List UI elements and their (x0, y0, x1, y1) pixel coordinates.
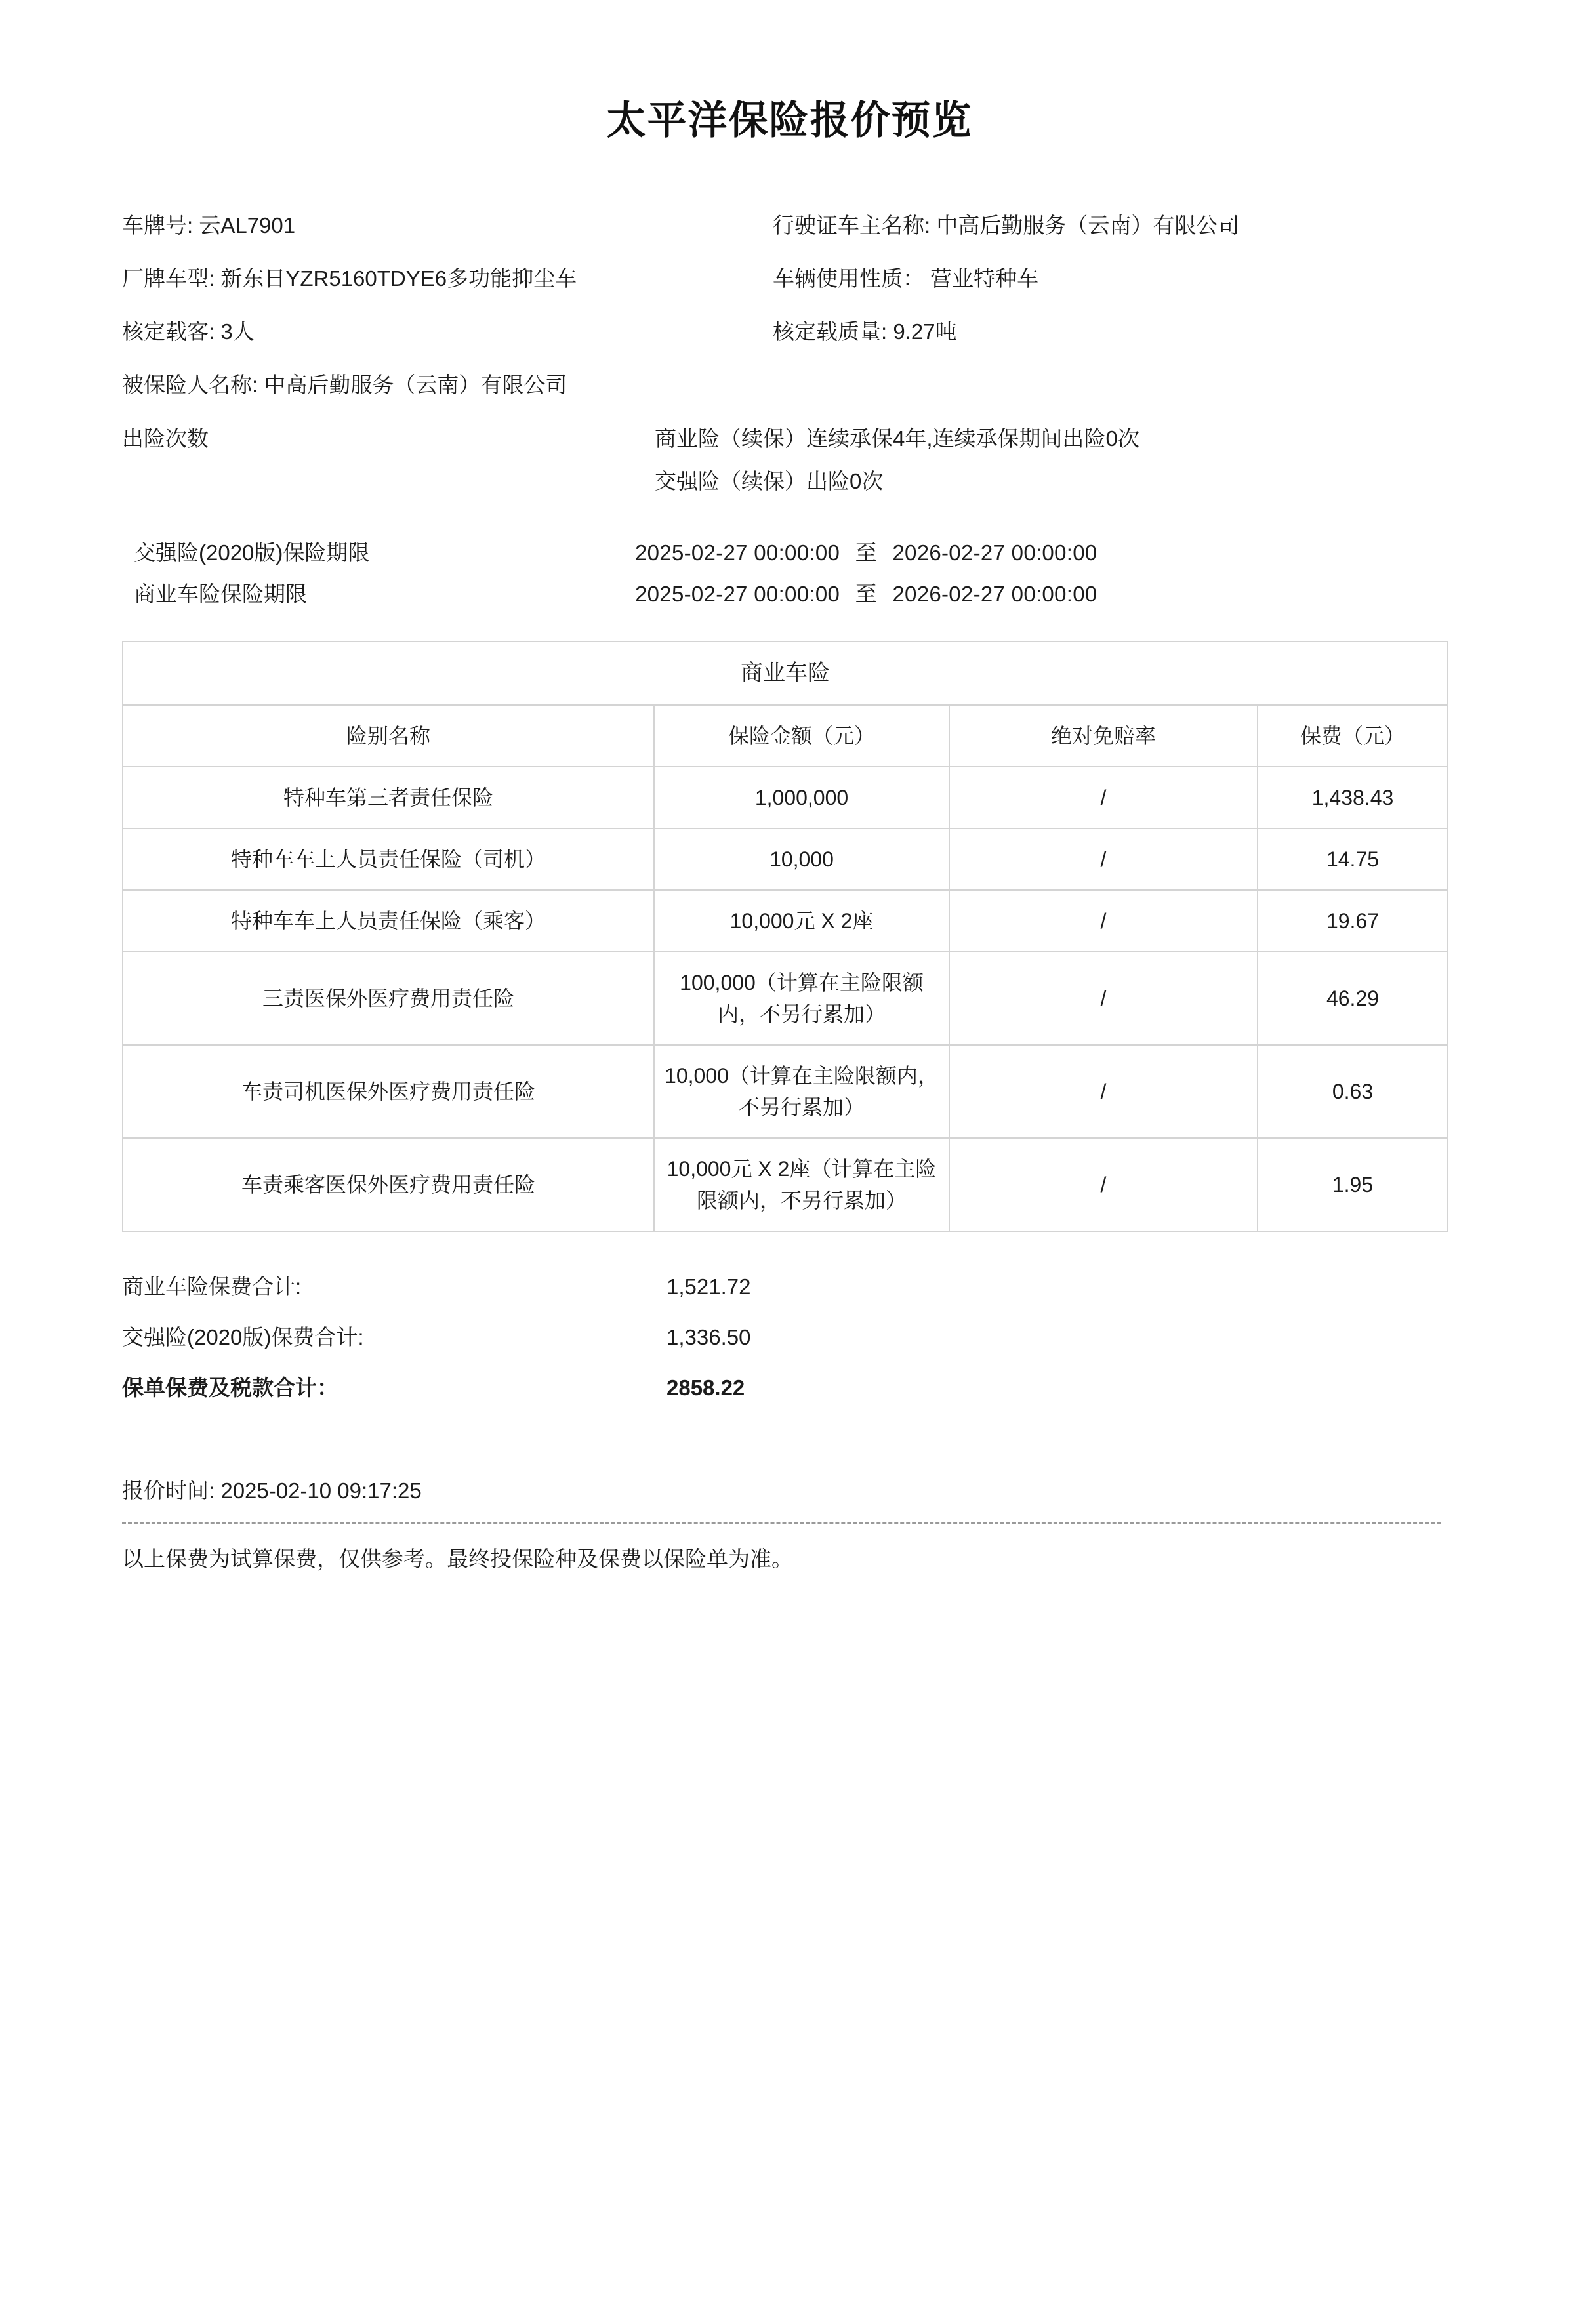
table-row (123, 890, 1448, 952)
info-row-plate-owner (110, 209, 1469, 242)
claims-values (655, 422, 1469, 507)
table-header-row (123, 705, 1448, 767)
period-label-compulsory: 交强险(2020版)保险期限 (134, 540, 370, 565)
plate-field (110, 209, 773, 242)
header-premium: 保费（元） (1258, 705, 1448, 767)
cell-coverage-name: 车责司机医保外医疗费用责任险 (123, 1045, 654, 1138)
cell-insured-amount: 10,000元 X 2座（计算在主险限额内，不另行累加） (654, 1138, 949, 1231)
period-separator-compulsory: 至 (855, 540, 877, 565)
total-label-compulsory: 交强险(2020版)保费合计: (122, 1325, 364, 1350)
table-row (123, 952, 1448, 1045)
total-row-commercial (122, 1270, 1469, 1301)
cell-insured-amount: 10,000元 X 2座 (654, 890, 949, 952)
claims-line-compulsory: 交强险（续保）出险0次 (655, 468, 884, 493)
cell-premium: 14.75 (1258, 828, 1448, 890)
cell-insured-amount: 10,000（计算在主险限额内，不另行累加） (654, 1045, 949, 1138)
cell-insured-amount: 100,000（计算在主险限额内，不另行累加） (654, 952, 949, 1045)
table-caption: 商业车险 (123, 642, 1448, 705)
cell-insured-amount: 10,000 (654, 828, 949, 890)
header-deductible-rate: 绝对免赔率 (949, 705, 1258, 767)
header-coverage-name: 险别名称 (123, 705, 654, 767)
cell-deductible-rate: / (949, 1045, 1258, 1138)
insured-field (110, 368, 567, 401)
cell-deductible-rate: / (949, 1138, 1258, 1231)
vehicle-info-block (110, 209, 1469, 611)
cell-premium: 19.67 (1258, 890, 1448, 952)
plate-label: 车牌号: (122, 213, 194, 237)
owner-value: 中高后勤服务（云南）有限公司 (936, 213, 1240, 237)
model-label: 厂牌车型: (122, 266, 215, 291)
insured-label: 被保险人名称: (122, 373, 258, 398)
claims-label: 出险次数 (122, 426, 209, 451)
owner-label: 行驶证车主名称: (773, 213, 931, 237)
total-value-grand: 2858.22 (666, 1376, 745, 1400)
cell-deductible-rate: / (949, 952, 1258, 1045)
total-row-grand (122, 1371, 1469, 1402)
quote-time: 报价时间: 2025-02-10 09:17:25 (122, 1478, 422, 1503)
cell-deductible-rate: / (949, 890, 1258, 952)
claims-history-row (110, 422, 1469, 507)
disclaimer-text: 以上保费为试算保费，仅供参考。最终投保险种及保费以保险单为准。 (122, 1547, 793, 1572)
plate-value: 云AL7901 (199, 213, 296, 237)
period-value-commercial (635, 577, 1469, 611)
footer-block (122, 1474, 1469, 1573)
cell-coverage-name: 三责医保外医疗费用责任险 (123, 952, 654, 1045)
table-row (123, 828, 1448, 890)
info-row-model-usage (110, 262, 1469, 295)
cell-coverage-name: 车责乘客医保外医疗费用责任险 (123, 1138, 654, 1231)
owner-field (773, 209, 1469, 242)
total-value-compulsory: 1,336.50 (666, 1325, 751, 1350)
table-row (123, 1045, 1448, 1138)
cell-premium: 0.63 (1258, 1045, 1448, 1138)
total-label-grand: 保单保费及税款合计： (122, 1376, 338, 1400)
cell-deductible-rate: / (949, 828, 1258, 890)
usage-label: 车辆使用性质： (773, 266, 924, 291)
period-end-compulsory: 2026-02-27 00:00:00 (892, 540, 1097, 565)
period-start-compulsory: 2025-02-27 00:00:00 (635, 540, 840, 565)
info-row-seats-load (110, 315, 1469, 348)
period-row-commercial (110, 577, 1469, 611)
seats-field (110, 315, 773, 348)
usage-field (773, 262, 1469, 295)
insured-value: 中高后勤服务（云南）有限公司 (264, 373, 567, 398)
period-label-commercial: 商业车险保险期限 (134, 581, 307, 606)
cell-deductible-rate: / (949, 767, 1258, 828)
model-value: 新东日YZR5160TDYE6多功能抑尘车 (220, 266, 577, 291)
total-label-commercial: 商业车险保费合计: (122, 1274, 302, 1299)
cell-premium: 1.95 (1258, 1138, 1448, 1231)
cell-coverage-name: 特种车车上人员责任保险（司机） (123, 828, 654, 890)
period-end-commercial: 2026-02-27 00:00:00 (892, 581, 1097, 606)
period-value-compulsory (635, 536, 1469, 569)
load-value: 9.27吨 (893, 319, 957, 344)
page-title: 太平洋保险报价预览 (606, 98, 973, 142)
period-row-compulsory (110, 536, 1469, 569)
cell-coverage-name: 特种车车上人员责任保险（乘客） (123, 890, 654, 952)
table-row (123, 767, 1448, 828)
cell-insured-amount: 1,000,000 (654, 767, 949, 828)
table-row (123, 1138, 1448, 1231)
load-field (773, 315, 1469, 348)
cell-premium: 46.29 (1258, 952, 1448, 1045)
total-row-compulsory (122, 1320, 1469, 1351)
total-value-commercial: 1,521.72 (666, 1274, 751, 1299)
table-caption-row (123, 642, 1448, 705)
seats-value: 3人 (220, 319, 255, 344)
info-row-insured (110, 368, 1469, 401)
coverage-table (122, 641, 1448, 1232)
cell-coverage-name: 特种车第三者责任保险 (123, 767, 654, 828)
header-insured-amount: 保险金额（元） (654, 705, 949, 767)
period-separator-commercial: 至 (855, 581, 877, 606)
divider (122, 1522, 1441, 1524)
load-label: 核定载质量: (773, 319, 888, 344)
claims-line-commercial: 商业险（续保）连续承保4年,连续承保期间出险0次 (655, 426, 1139, 451)
period-start-commercial: 2025-02-27 00:00:00 (635, 581, 840, 606)
seats-label: 核定载客: (122, 319, 215, 344)
cell-premium: 1,438.43 (1258, 767, 1448, 828)
model-field (110, 262, 773, 295)
totals-block (122, 1270, 1469, 1402)
usage-value: 营业特种车 (930, 266, 1039, 291)
